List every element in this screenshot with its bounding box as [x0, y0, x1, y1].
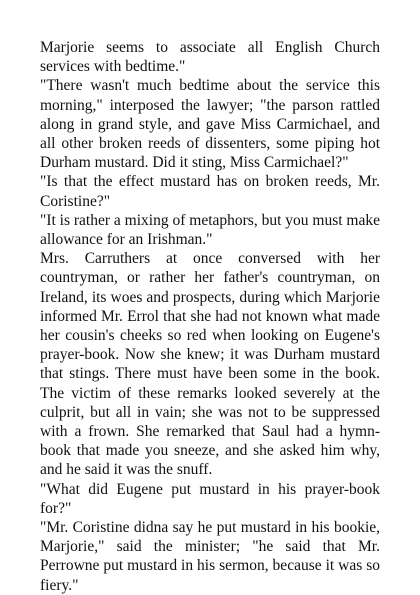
- paragraph-2: "There wasn't much bedtime about the service this morning," interposed the lawyer; "the parson rattled along in grand style, and gave Miss Carmichael, and all other broken reeds of dissenters, some piping hot Durham mustard. Did it sting, Miss Carmichael?": [40, 77, 380, 172]
- paragraph-3: "Is that the effect mustard has on broken reeds, Mr. Coristine?": [40, 173, 380, 210]
- paragraph-5: Mrs. Carruthers at once conversed with her countryman, or rather her father's countryman, on Ireland, its woes and prospects, during which Marjorie informed Mr. Errol that she had not known what made her cousin's cheeks so red when looking on Eugene's prayer-book. Now she knew; it was Durham mustard that stings. There must have been some in the book. The victim of these remarks looked severely at the culprit, but all in vain; she was not to be suppressed with a frown. She remarked that Saul had a hymn-book that made you sneeze, and she asked him why, and he said it was the snuff.: [40, 250, 380, 479]
- paragraph-4: "It is rather a mixing of metaphors, but you must make allowance for an Irishman.": [40, 211, 380, 249]
- page-text: [40, 38, 380, 595]
- paragraph-7: "Mr. Coristine didna say he put mustard in his bookie, Marjorie," said the minister; "he said that Mr. Perrowne put mustard in his sermon, because it was so fiery.": [40, 519, 380, 594]
- paragraph-1: Marjorie seems to associate all English Church services with bedtime.": [40, 39, 380, 76]
- paragraph-6: "What did Eugene put mustard in his prayer-book for?": [40, 480, 380, 517]
